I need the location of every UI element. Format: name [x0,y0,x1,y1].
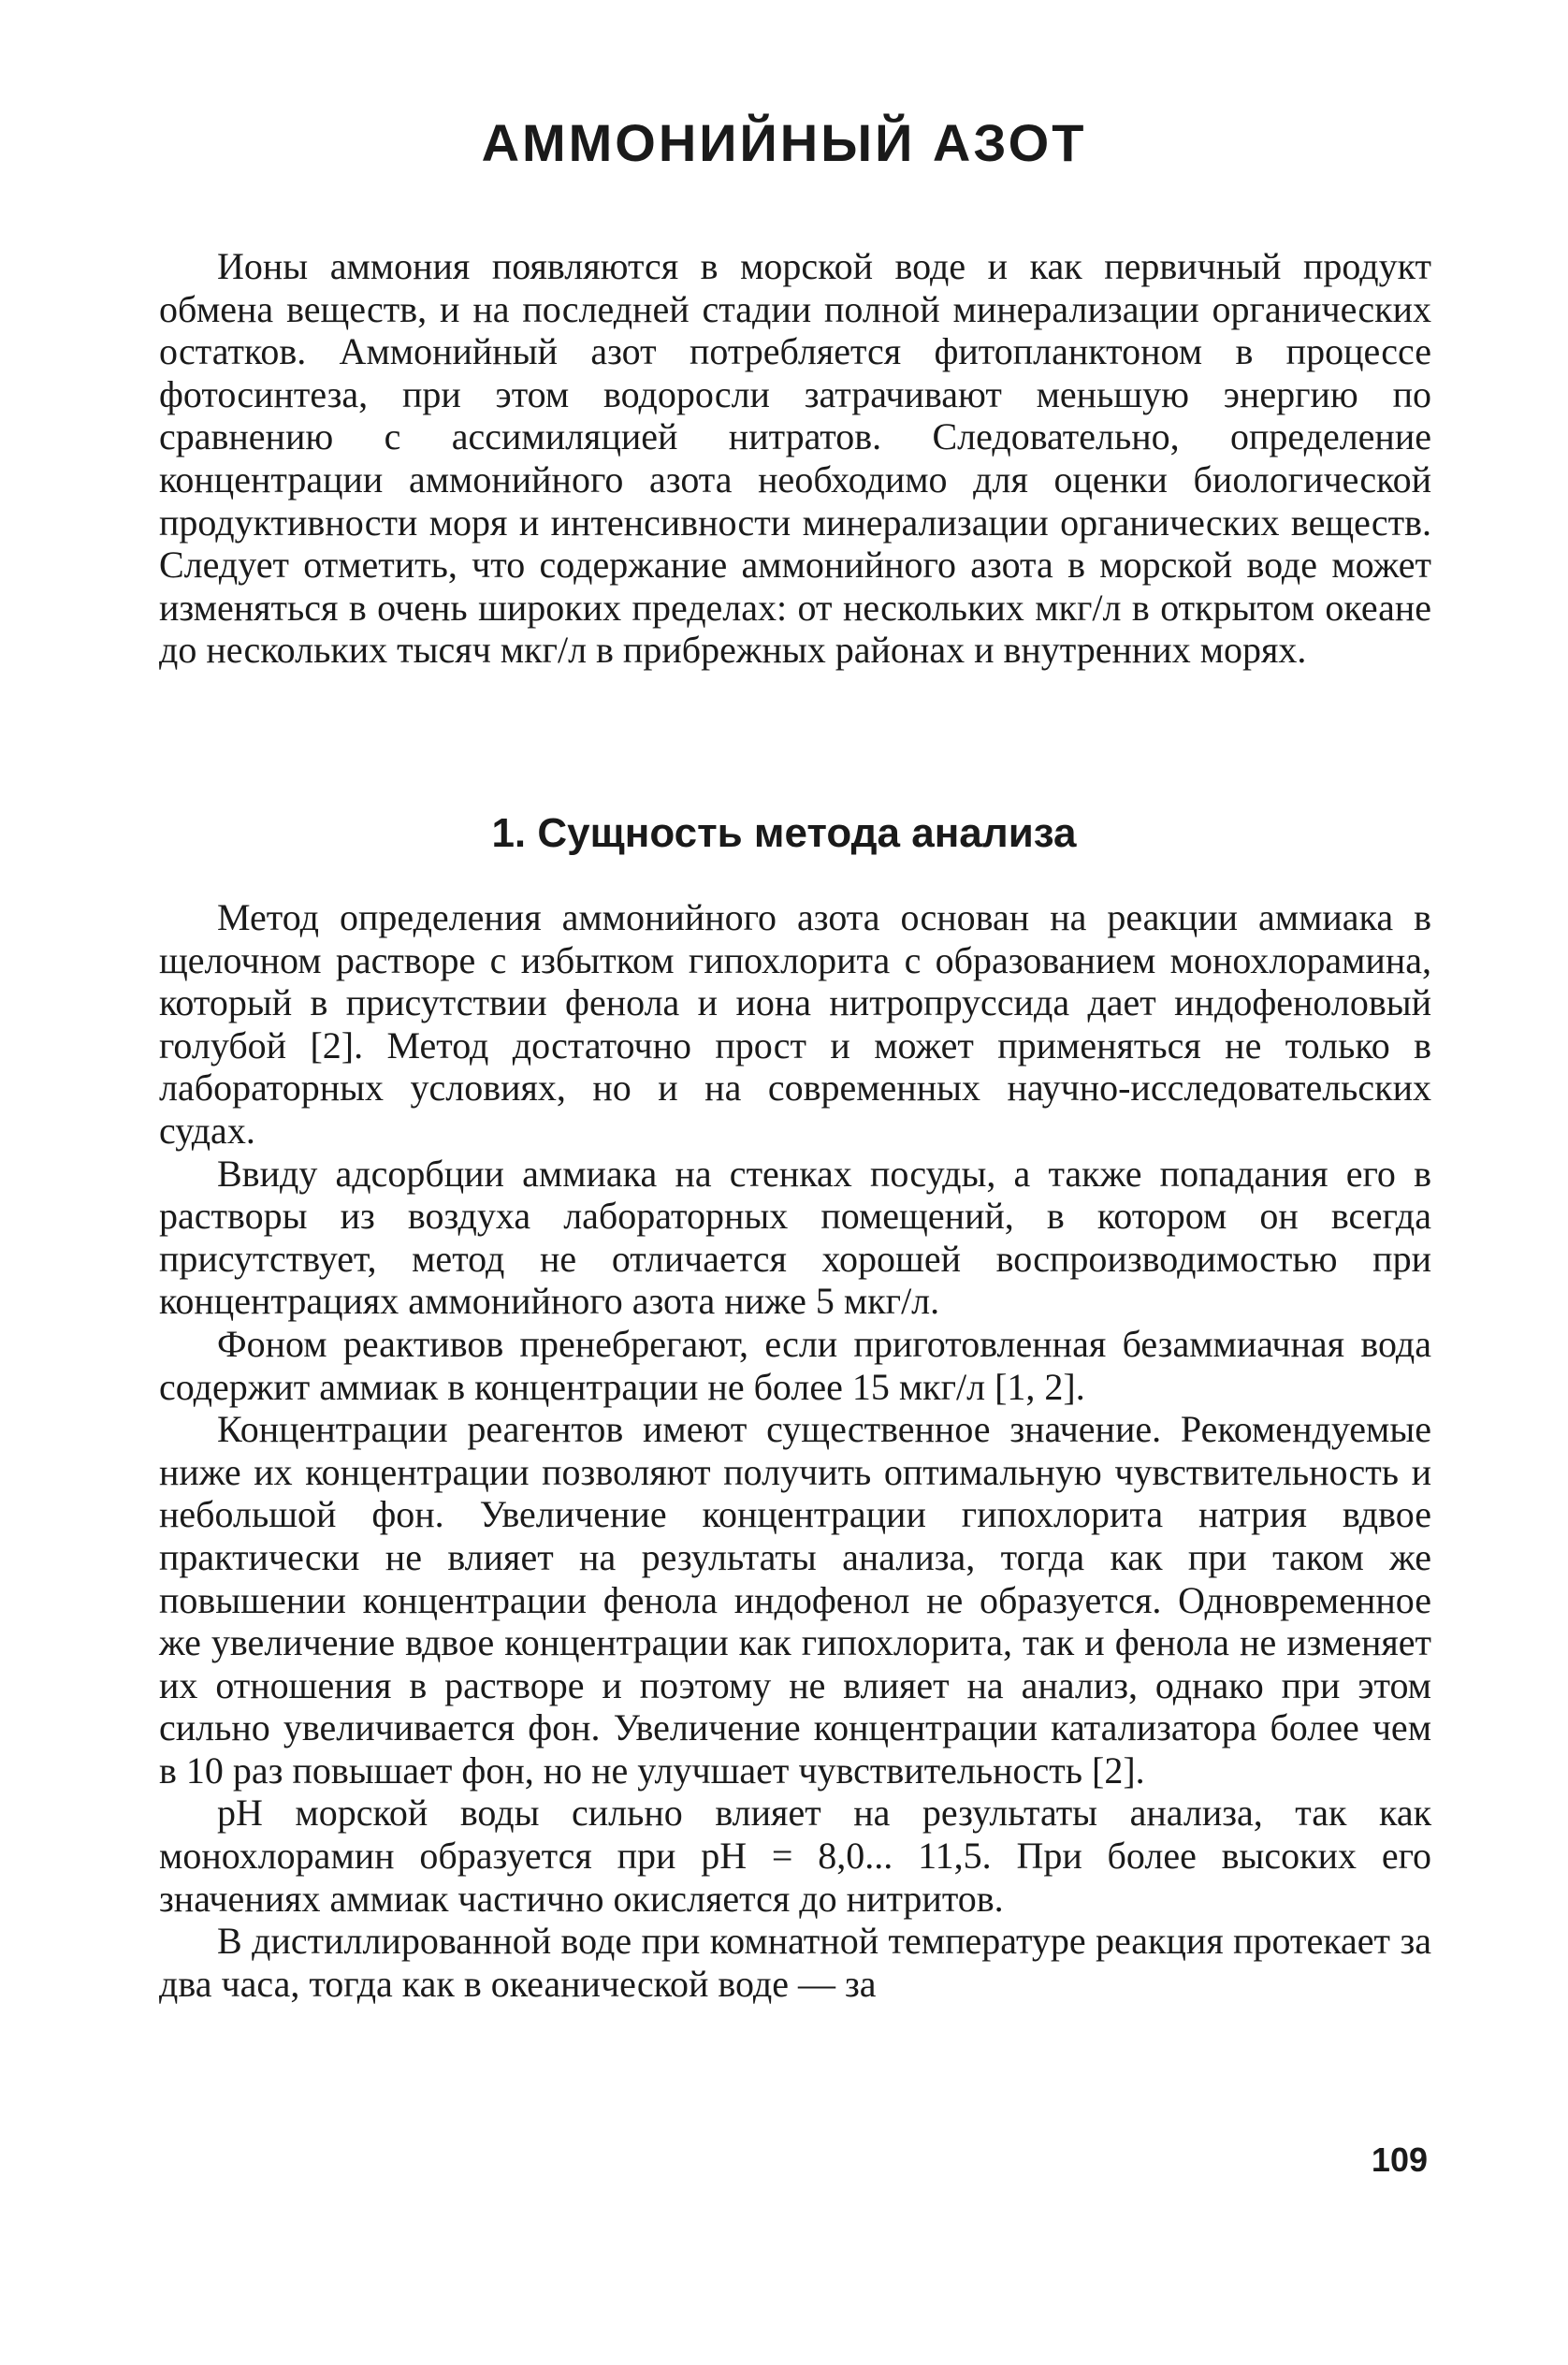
page-number: 109 [1371,2140,1428,2179]
paragraph-reaction-time: В дистиллированной воде при комнатной температуре реакция протекает за два часа, тогда как в океанической воде — за [159,1920,1431,2005]
paragraph-adsorption: Ввиду адсорбции аммиака на стенках посуды, а также попадания его в растворы из воздуха лабораторных помещений, в котором он всегда присутствует, метод не отличается хорошей воспроизводимостью при концентрациях аммонийного азота ниже 5 мкг/л. [159,1152,1431,1323]
paragraph-ph-influence: pH морской воды сильно влияет на результаты анализа, так как монохлорамин образуется при pH = 8,0... 11,5. При более высоких его значениях аммиак частично окисляется до нитритов. [159,1792,1431,1920]
page-title: АММОНИЙНЫЙ АЗОТ [481,113,1087,172]
section-text [159,896,1431,2005]
section-heading: 1. Сущность метода анализа [491,810,1077,856]
intro-text [159,245,1431,672]
paragraph-reagent-background: Фоном реактивов пренебрегают, если приготовленная безаммиачная вода содержит аммиак в концентрации не более 15 мкг/л [1, 2]. [159,1322,1431,1408]
paragraph-reagent-concentrations: Концентрации реагентов имеют существенное значение. Рекомендуемые ниже их концентрации позволяют получить оптимальную чувствительность и небольшой фон. Увеличение концентрации гипохлорита натрия вдвое практически не влияет на результаты анализа, тогда как при таком же повышении концентрации фенола индофенол не образуется. Одновременное же увеличение вдвое концентрации как гипохлорита, так и фенола не изменяет их отношения в растворе и поэтому не влияет на анализ, однако при этом сильно увеличивается фон. Увеличение концентрации катализатора более чем в 10 раз повышает фон, но не улучшает чувствительность [2]. [159,1408,1431,1792]
intro-paragraph: Ионы аммония появляются в морской воде и как первичный продукт обмена веществ, и на последней стадии полной минерализации органических остатков. Аммонийный азот потребляется фитопланктоном в процессе фотосинтеза, при этом водоросли затрачивают меньшую энергию по сравнению с ассимиляцией нитратов. Следовательно, определение концентрации аммонийного азота необходимо для оценки биологической продуктивности моря и интенсивности минерализации органических веществ. Следует отметить, что содержание аммонийного азота в морской воде может изменяться в очень широких пределах: от нескольких мкг/л в открытом океане до нескольких тысяч мкг/л в прибрежных районах и внутренних морях. [159,245,1431,672]
paragraph-method-basis: Метод определения аммонийного азота основан на реакции аммиака в щелочном растворе с избытком гипохлорита с образованием монохлорамина, который в присутствии фенола и иона нитропруссида дает индофеноловый голубой [2]. Метод достаточно прост и может применяться не только в лабораторных условиях, но и на современных научно-исследовательских судах. [159,896,1431,1152]
